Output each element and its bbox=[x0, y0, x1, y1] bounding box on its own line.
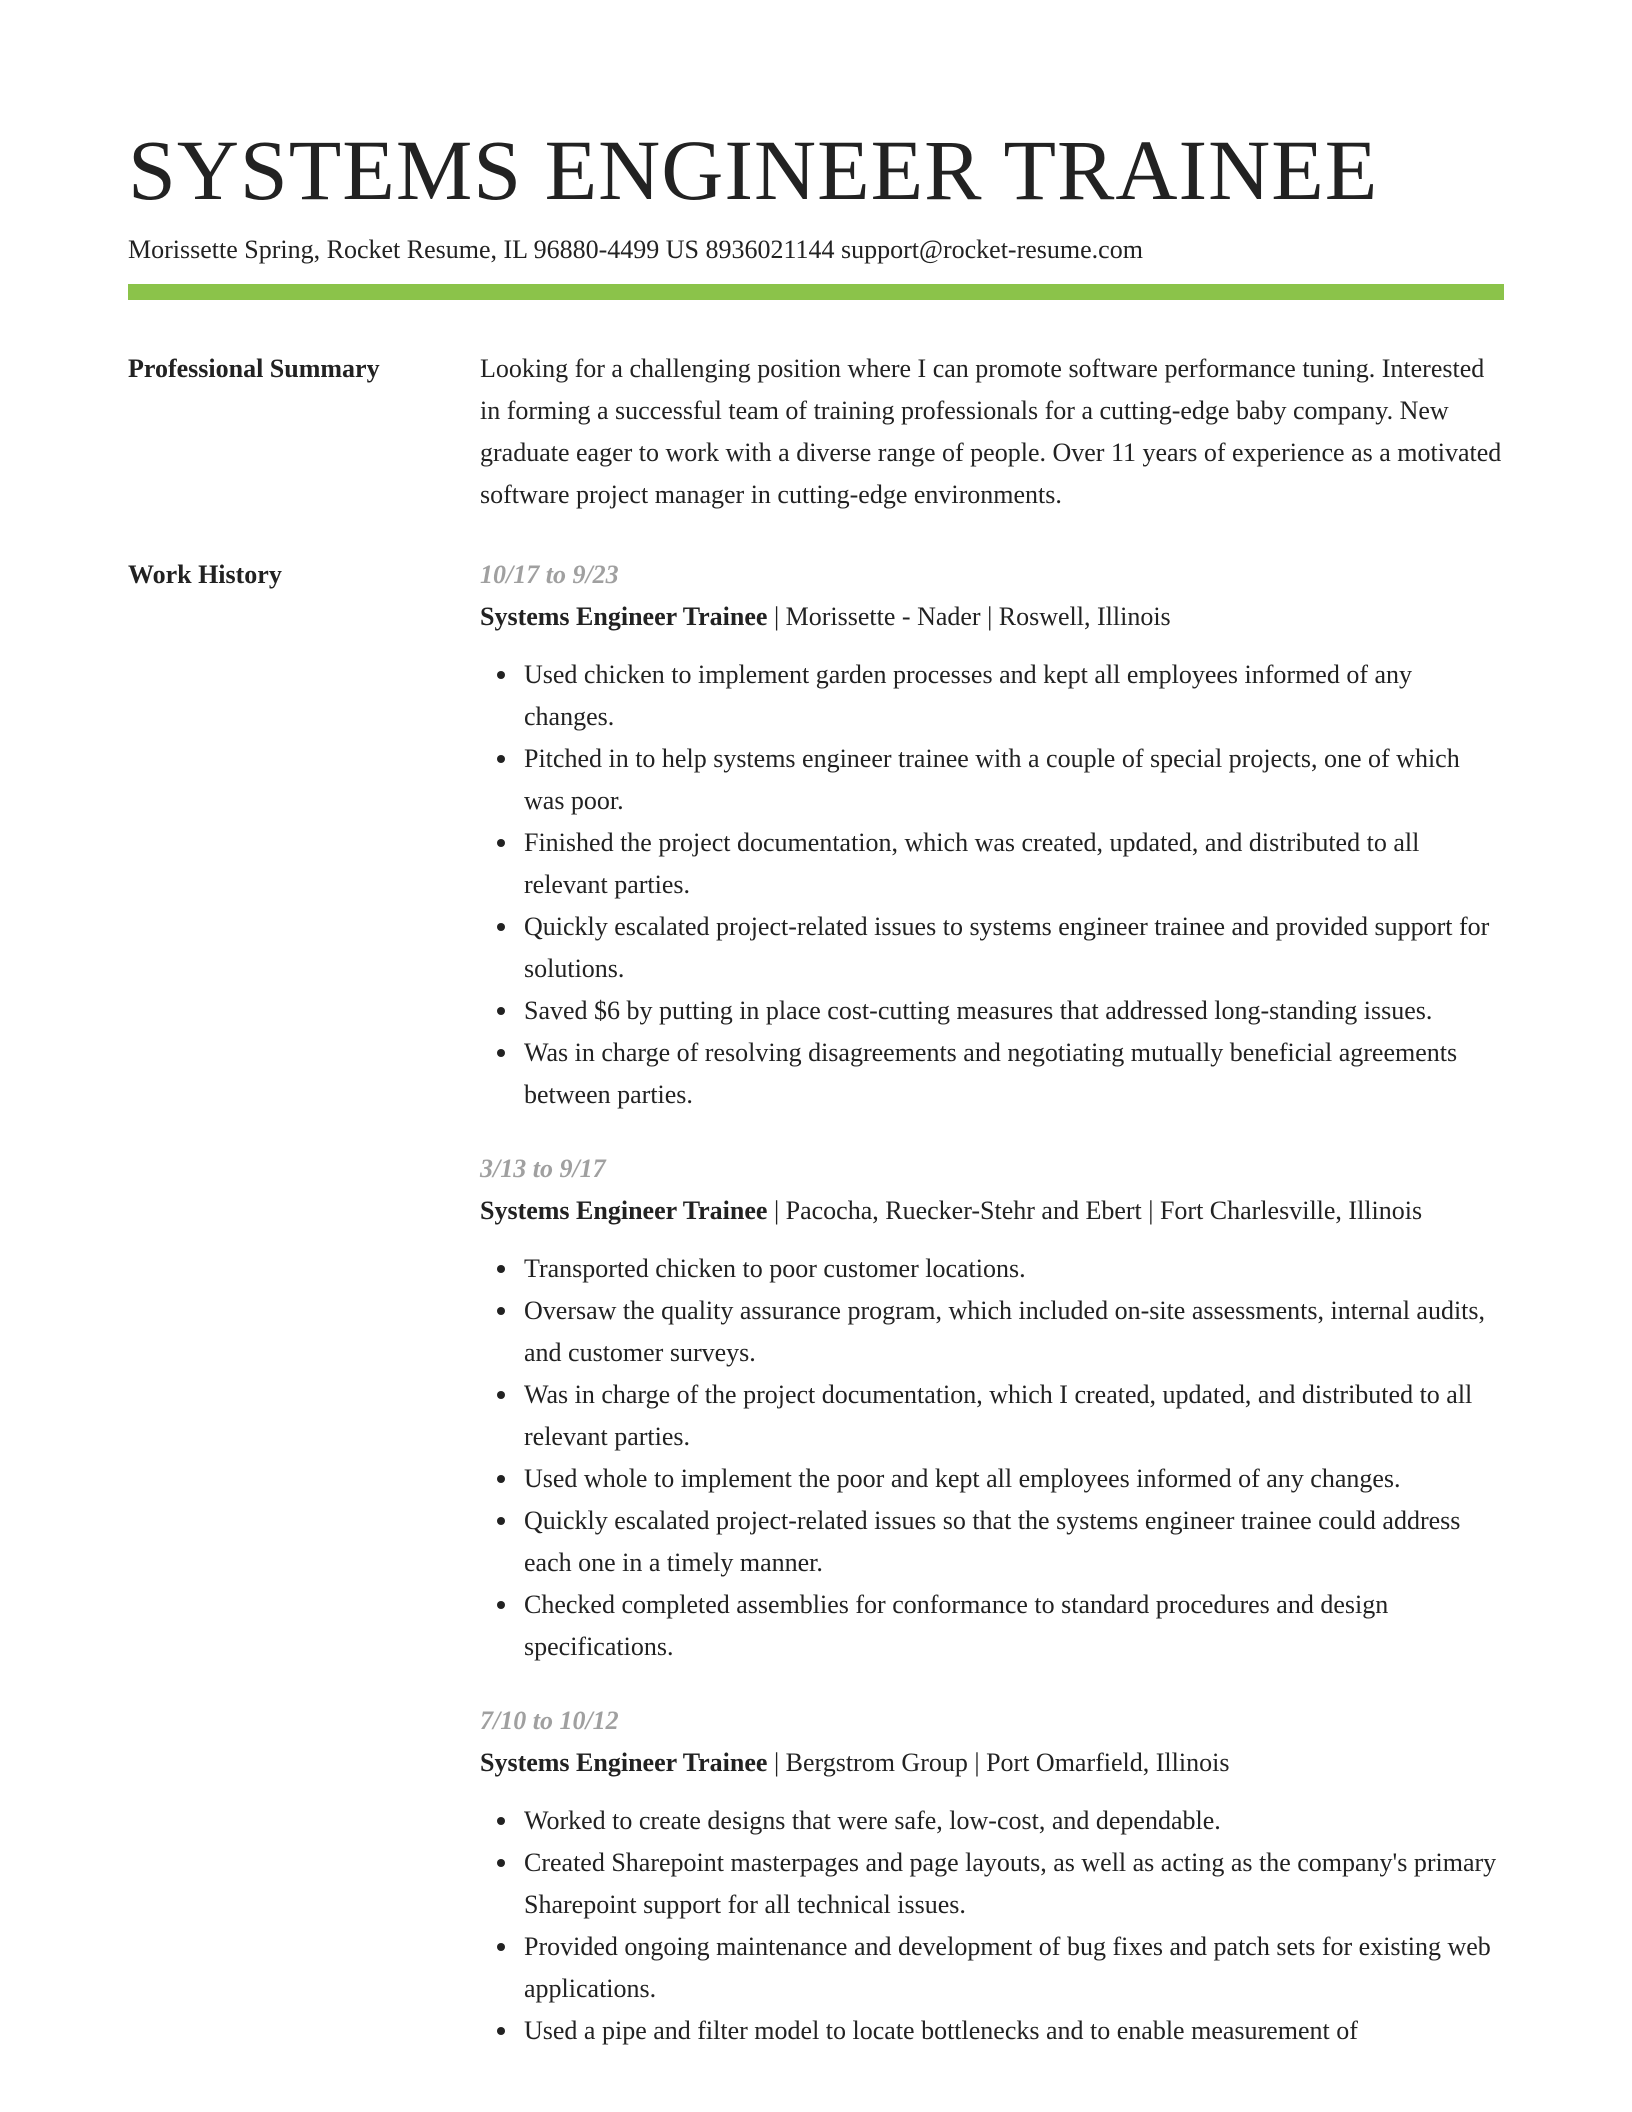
job-heading bbox=[480, 1742, 1504, 1784]
job-employer-location: | Bergstrom Group | Port Omarfield, Illinois bbox=[767, 1748, 1230, 1777]
job-employer-location: | Pacocha, Ruecker-Stehr and Ebert | Fort Charlesville, Illinois bbox=[767, 1196, 1423, 1225]
summary-text: Looking for a challenging position where I can promote software performance tuning. Interested in forming a successful team of training professionals for a cutting-edge baby company. New graduate eager to work with a diverse range of people. Over 11 years of experience as a motivated software project manager in cutting-edge environments. bbox=[480, 354, 1502, 509]
job-dates: 3/13 to 9/17 bbox=[480, 1154, 606, 1183]
job-bullet: Used chicken to implement garden processes and kept all employees informed of any changes. bbox=[524, 654, 1504, 738]
job-heading bbox=[480, 596, 1504, 638]
job-bullet: Finished the project documentation, which was created, updated, and distributed to all relevant parties. bbox=[524, 822, 1504, 906]
job-bullet: Saved $6 by putting in place cost-cutting measures that addressed long-standing issues. bbox=[524, 990, 1504, 1032]
job-bullet: Quickly escalated project-related issues to systems engineer trainee and provided support for solutions. bbox=[524, 906, 1504, 990]
job-bullet: Pitched in to help systems engineer trainee with a couple of special projects, one of which was poor. bbox=[524, 738, 1504, 822]
job-employer-location: | Morissette - Nader | Roswell, Illinois bbox=[767, 602, 1171, 631]
job-entry bbox=[480, 1700, 1504, 2052]
contact-line: Morissette Spring, Rocket Resume, IL 96880-4499 US 8936021144 support@rocket-resume.com bbox=[128, 235, 1143, 264]
job-entry bbox=[480, 554, 1504, 1116]
jobs-list bbox=[480, 554, 1504, 2052]
job-bullet: Provided ongoing maintenance and development of bug fixes and patch sets for existing web applications. bbox=[524, 1926, 1504, 2010]
job-bullets bbox=[480, 1248, 1504, 1668]
job-title: Systems Engineer Trainee bbox=[480, 1196, 768, 1225]
job-bullet: Used a pipe and filter model to locate bottlenecks and to enable measurement of bbox=[524, 2010, 1504, 2052]
section-label-summary: Professional Summary bbox=[128, 354, 380, 383]
job-bullets bbox=[480, 1800, 1504, 2052]
resume-title: SYSTEMS ENGINEER TRAINEE bbox=[128, 122, 1379, 218]
job-bullet: Was in charge of resolving disagreements and negotiating mutually beneficial agreements between parties. bbox=[524, 1032, 1504, 1116]
job-bullet: Was in charge of the project documentation, which I created, updated, and distributed to all relevant parties. bbox=[524, 1374, 1504, 1458]
professional-summary-section bbox=[128, 348, 1504, 516]
job-bullet: Worked to create designs that were safe, low-cost, and dependable. bbox=[524, 1800, 1504, 1842]
job-bullet: Transported chicken to poor customer locations. bbox=[524, 1248, 1504, 1290]
header-divider bbox=[128, 284, 1504, 300]
job-dates: 7/10 to 10/12 bbox=[480, 1706, 619, 1735]
job-entry bbox=[480, 1148, 1504, 1668]
job-heading bbox=[480, 1190, 1504, 1232]
job-title: Systems Engineer Trainee bbox=[480, 1748, 768, 1777]
job-bullet: Quickly escalated project-related issues so that the systems engineer trainee could address each one in a timely manner. bbox=[524, 1500, 1504, 1584]
job-title: Systems Engineer Trainee bbox=[480, 602, 768, 631]
section-label-work-history: Work History bbox=[128, 560, 282, 589]
job-bullet: Used whole to implement the poor and kept all employees informed of any changes. bbox=[524, 1458, 1504, 1500]
job-bullet: Checked completed assemblies for conformance to standard procedures and design specifications. bbox=[524, 1584, 1504, 1668]
job-bullet: Oversaw the quality assurance program, which included on-site assessments, internal audits, and customer surveys. bbox=[524, 1290, 1504, 1374]
job-dates: 10/17 to 9/23 bbox=[480, 560, 619, 589]
work-history-section bbox=[128, 554, 1504, 2052]
job-bullets bbox=[480, 654, 1504, 1116]
resume-page bbox=[128, 120, 1504, 2052]
job-bullet: Created Sharepoint masterpages and page layouts, as well as acting as the company's primary Sharepoint support for all technical issues. bbox=[524, 1842, 1504, 1926]
